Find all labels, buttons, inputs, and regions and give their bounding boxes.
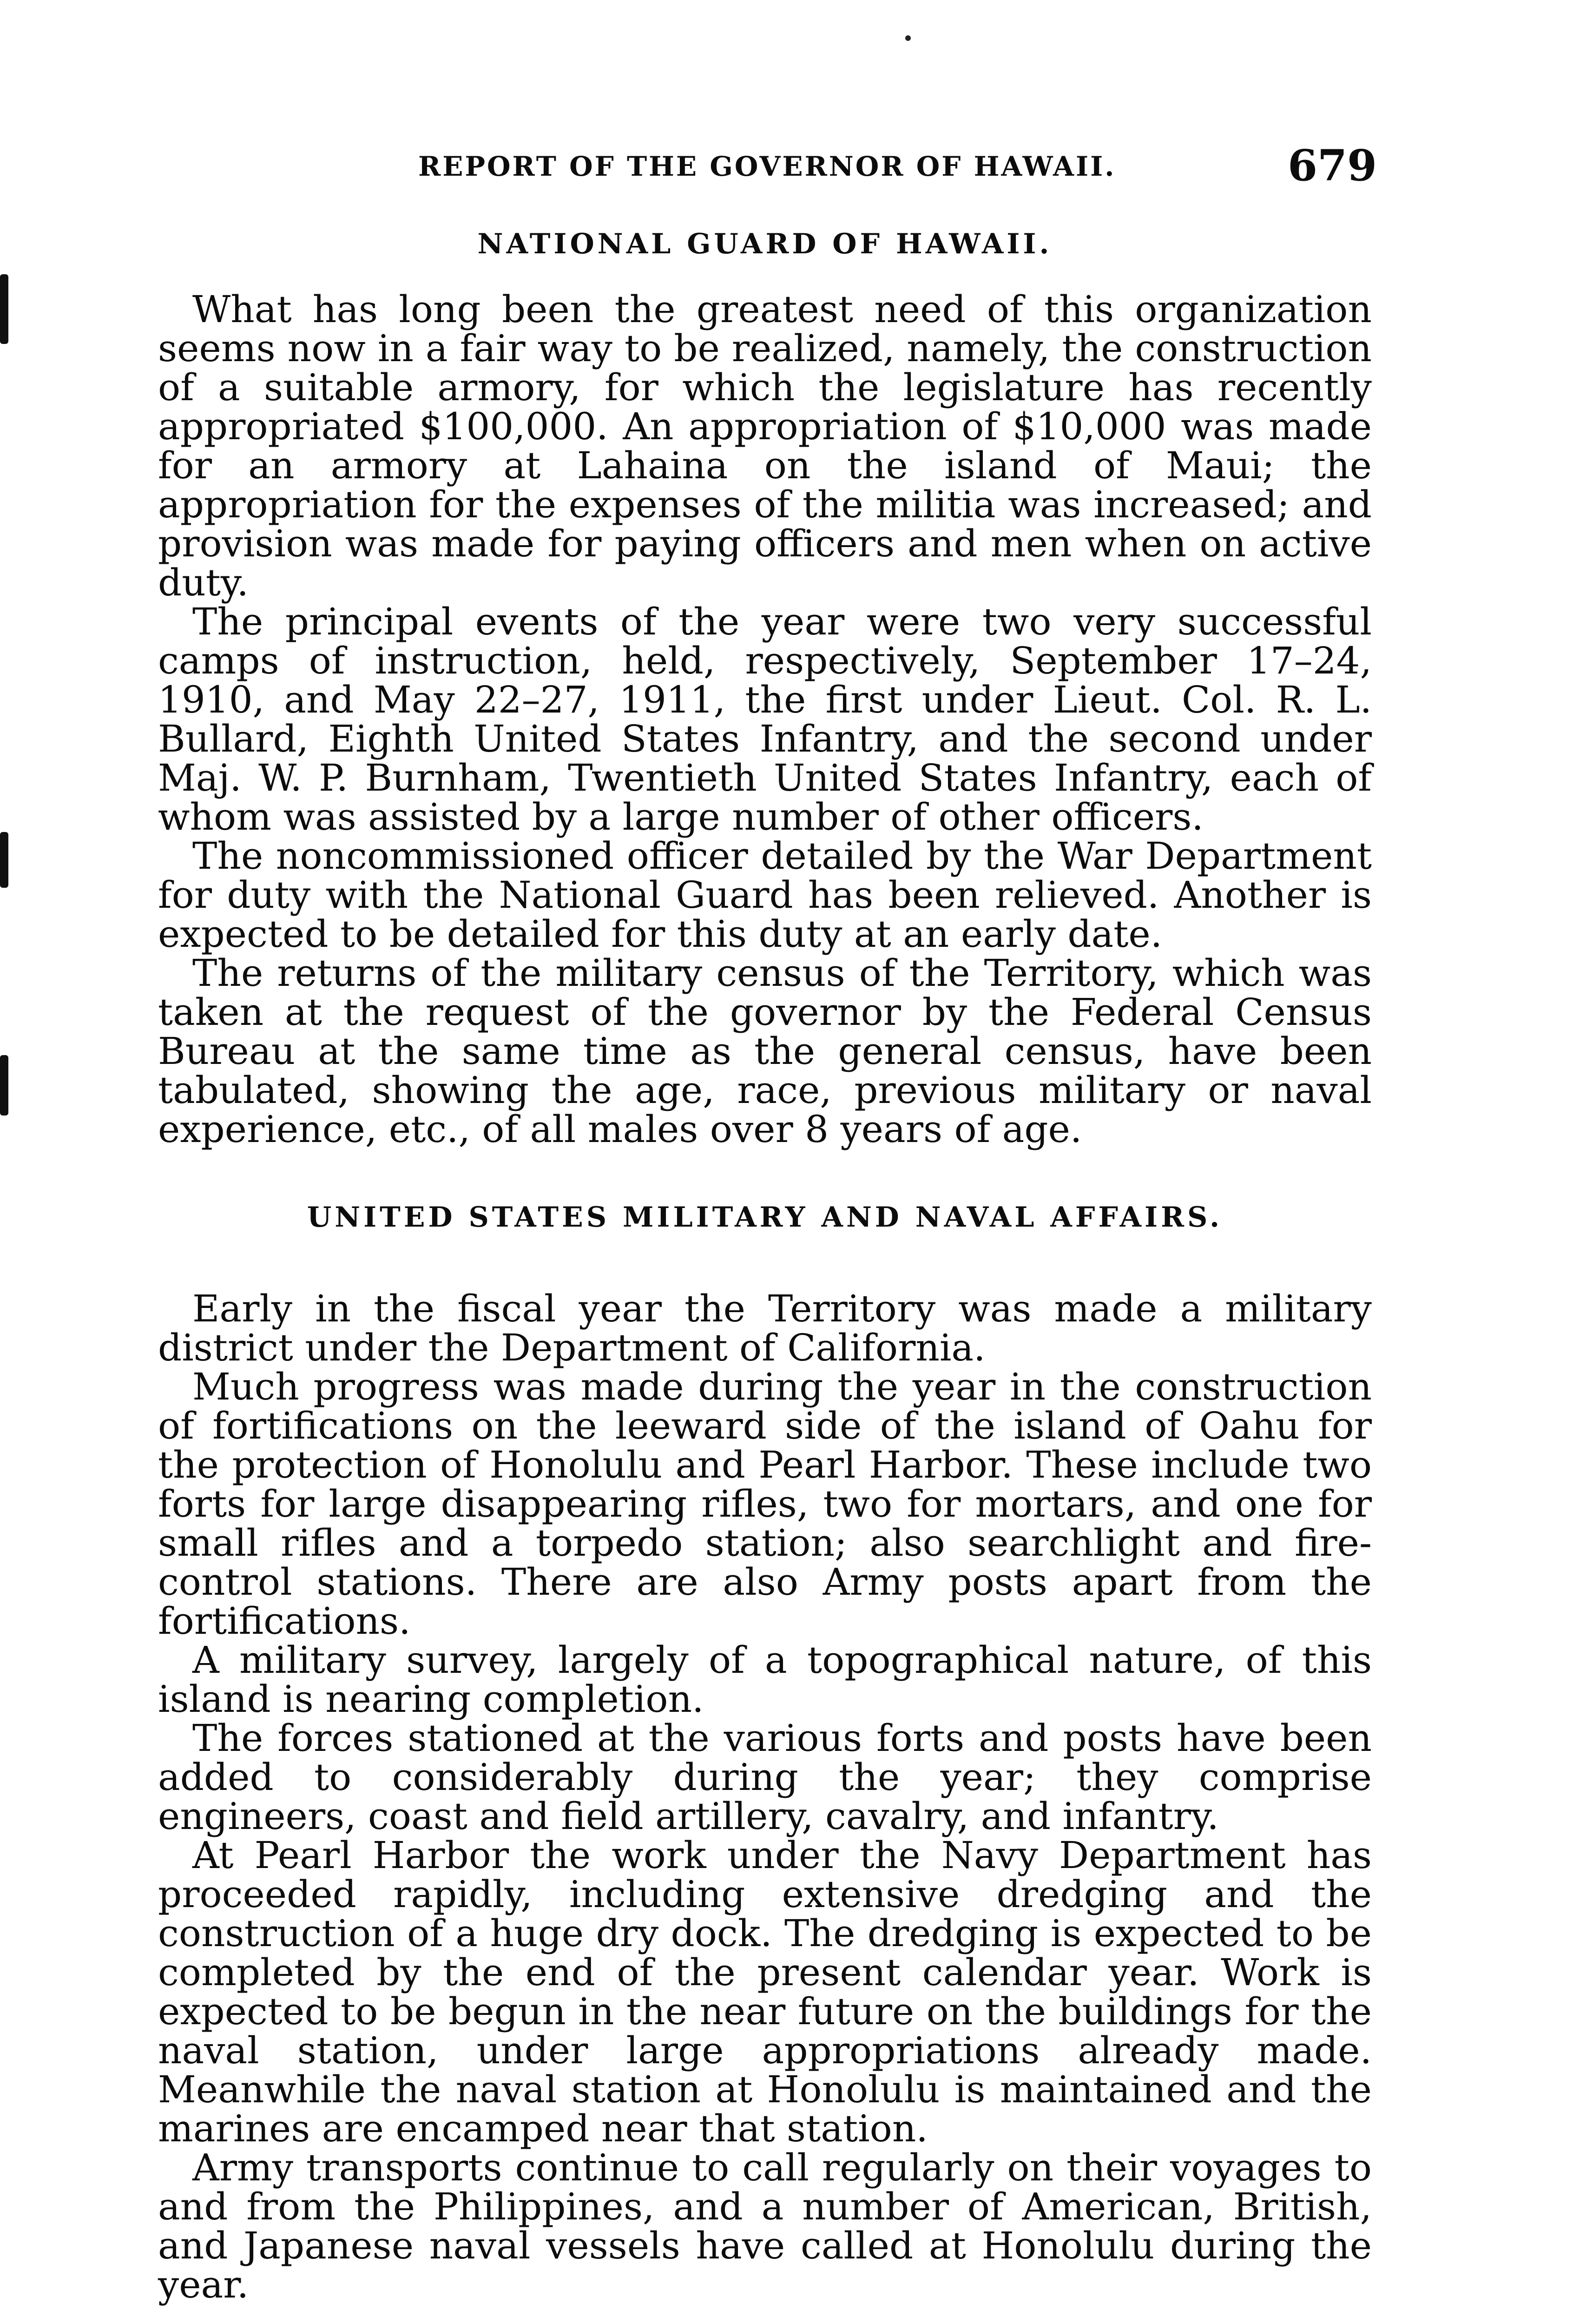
paragraph: Army transports continue to call regularly on their voyages to and from the Philippines, and a number of American, British, and Japanese naval vessels have called at Honolulu during the year.: [158, 2146, 1372, 2306]
binding-mark-lower: [0, 1055, 8, 1116]
paragraph: At Pearl Harbor the work under the Navy Department has proceeded rapidly, including extensive dredging and the construction of a huge dry dock. The dredging is expected to be completed by the end of the present calendar year. Work is expected to be begun in the near future on the buildings for the naval station, under large appropriations already made. Meanwhile the naval station at Honolulu is maintained and the marines are encamped near that station.: [158, 1834, 1372, 2150]
running-title: REPORT OF THE GOVERNOR OF HAWAII.: [418, 151, 1116, 182]
paragraph: A military survey, largely of a topographical nature, of this island is nearing completion.: [158, 1638, 1372, 1721]
section-heading-military-naval: UNITED STATES MILITARY AND NAVAL AFFAIRS.: [307, 1201, 1223, 1234]
page-number: 679: [1287, 140, 1377, 191]
paragraph: Much progress was made during the year in the construction of fortifications on the leeward side of the island of Oahu for the protection of Honolulu and Pearl Harbor. These include two forts for large disappearing rifles, two for mortars, and one for small rifles and a torpedo station; also searchlight and fire-control stations. There are also Army posts apart from the fortifications.: [158, 1365, 1372, 1643]
paragraph: The noncommissioned officer detailed by the War Department for duty with the National Guard has been relieved. Another is expected to be detailed for this duty at an early date.: [158, 834, 1372, 956]
paragraph: The forces stationed at the various forts and posts have been added to considerably during the year; they comprise engineers, coast and field artillery, cavalry, and infantry.: [158, 1717, 1372, 1838]
page-body: [158, 228, 1372, 2324]
scan-speck: [905, 35, 911, 41]
section-heading-national-guard: NATIONAL GUARD OF HAWAII.: [477, 228, 1053, 260]
paragraph: The returns of the military census of the Territory, which was taken at the request of the governor by the Federal Census Bureau at the same time as the general census, have been tabulated, showing the age, race, previous military or naval experience, etc., of all males over 8 years of age.: [158, 951, 1372, 1151]
paragraph: Early in the fiscal year the Territory was made a military district under the Department of California.: [158, 1287, 1372, 1369]
running-head: [158, 140, 1377, 199]
paragraph: The principal events of the year were two very successful camps of instruction, held, respectively, September 17–24, 1910, and May 22–27, 1911, the first under Lieut. Col. R. L. Bullard, Eighth United States Infantry, and the second under Maj. W. P. Burnham, Twentieth United States Infantry, each of whom was assisted by a large number of other officers.: [158, 600, 1372, 838]
binding-mark-middle: [0, 832, 8, 888]
binding-mark-top: [0, 274, 8, 344]
paragraph: What has long been the greatest need of this organization seems now in a fair way to be realized, namely, the construction of a suitable armory, for which the legislature has recently appropriated $100,000. An appropriation of $10,000 was made for an armory at Lahaina on the island of Maui; the appropriation for the expenses of the militia was increased; and provision was made for paying officers and men when on active duty.: [158, 288, 1372, 604]
